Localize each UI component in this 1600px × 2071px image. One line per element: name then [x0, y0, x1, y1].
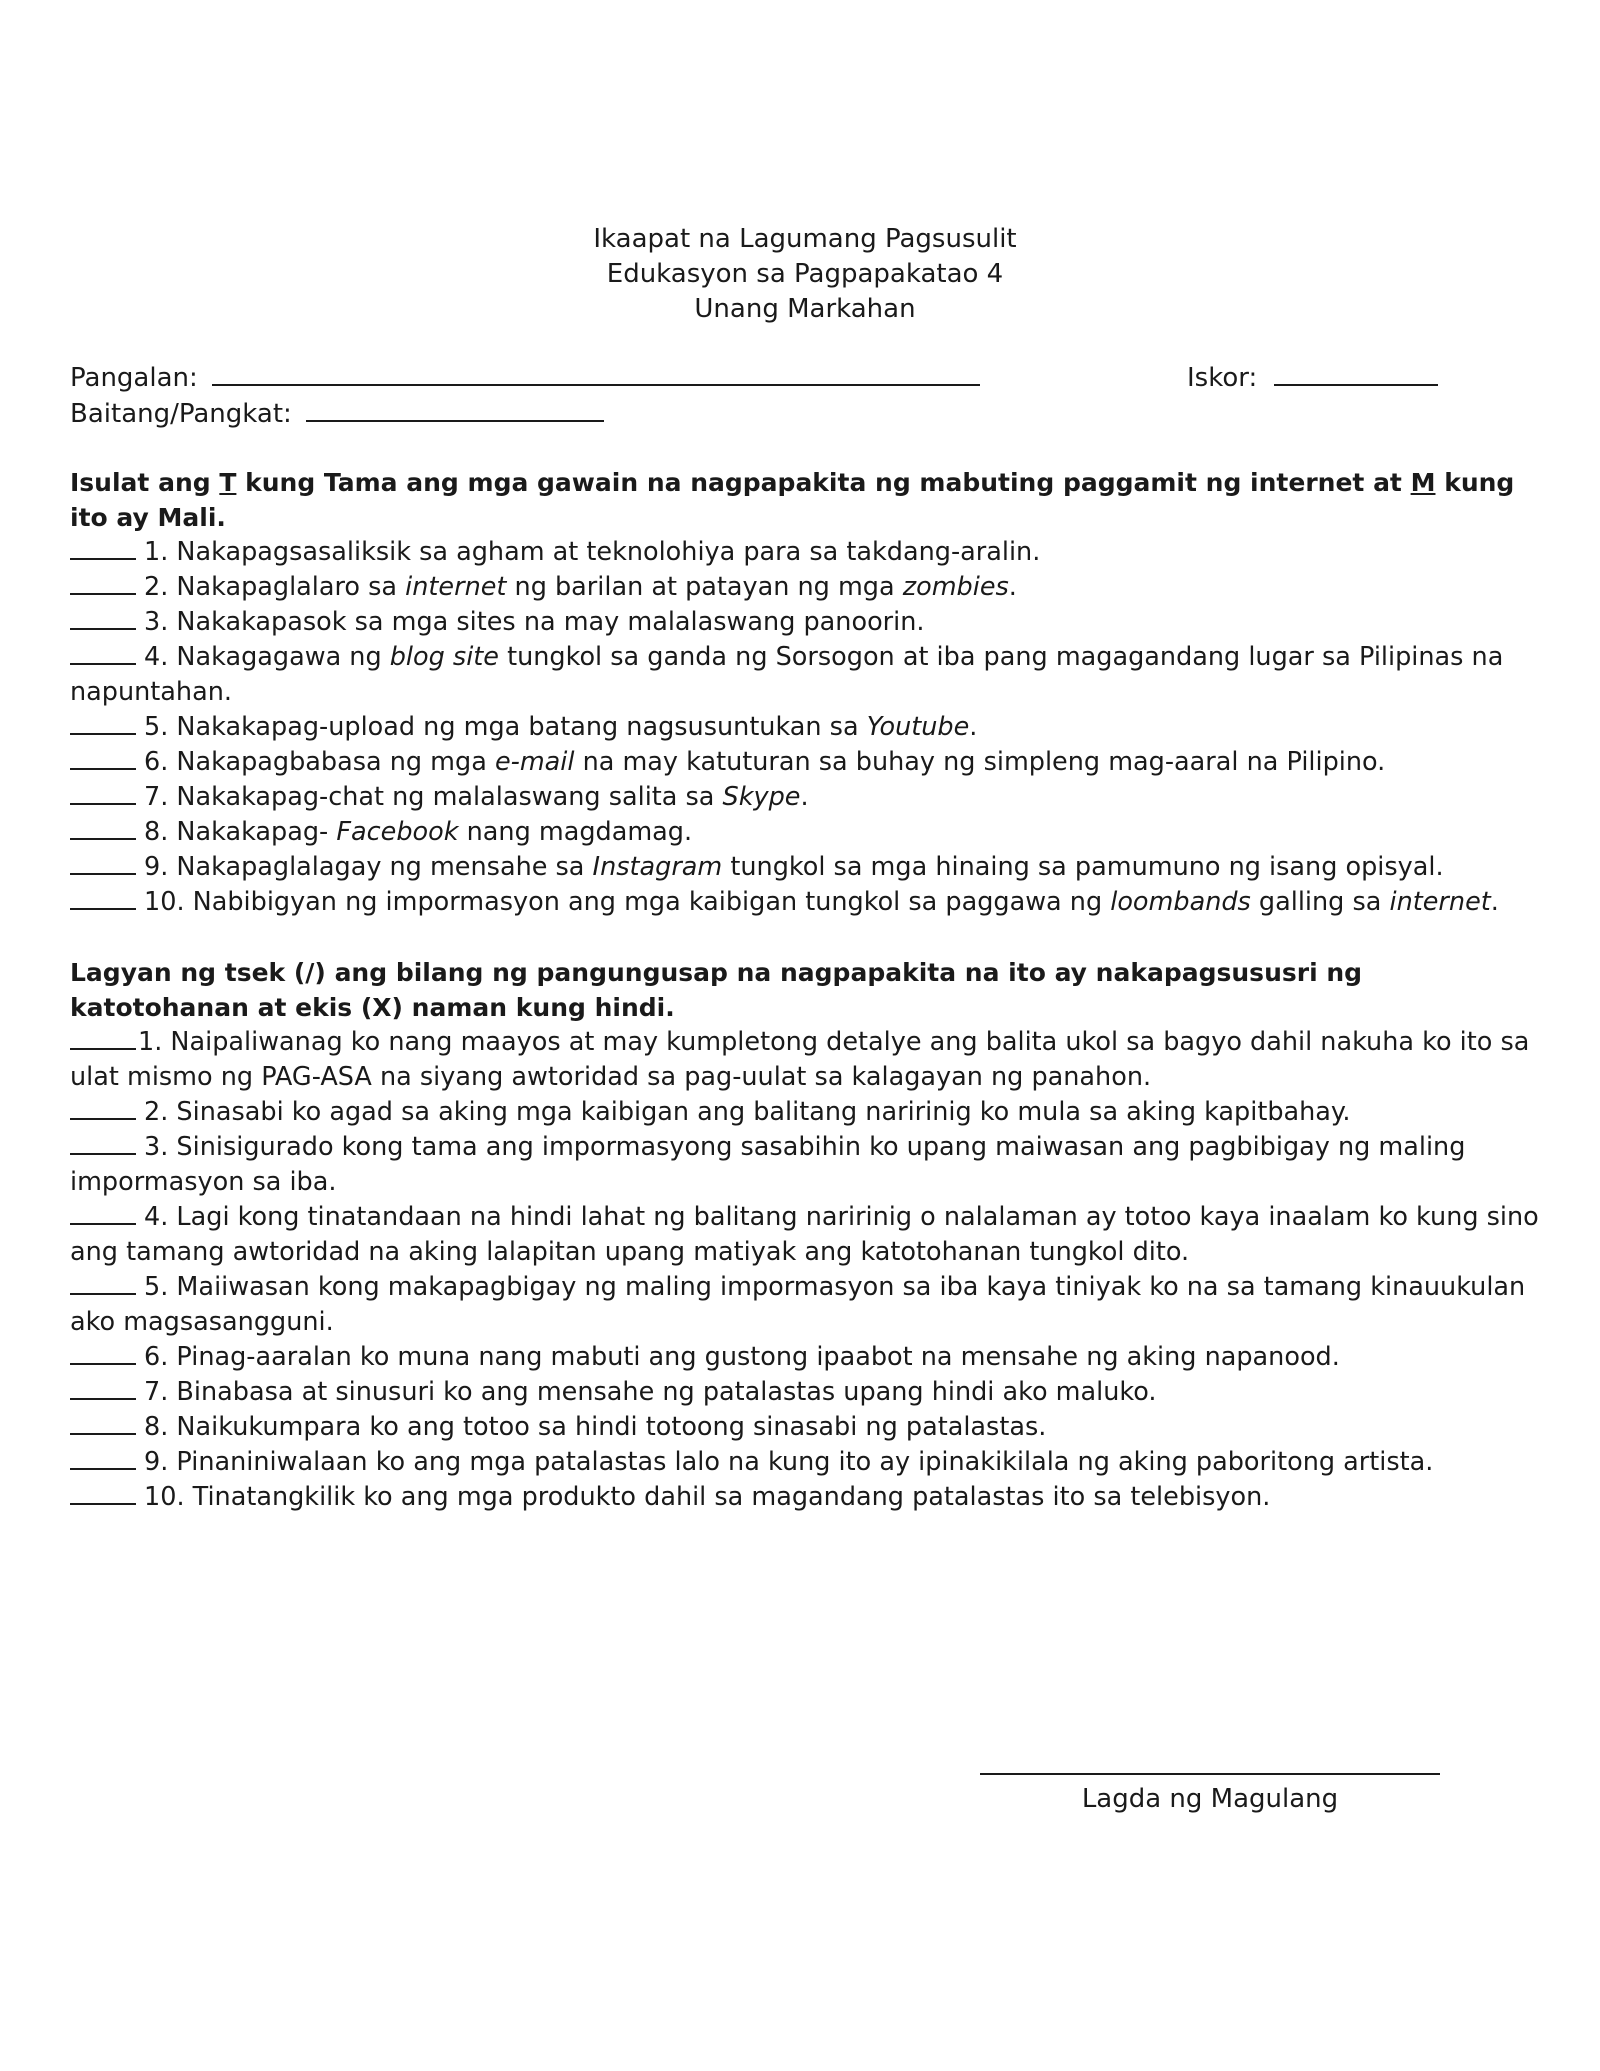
answer-blank[interactable]: [70, 1341, 136, 1365]
list-item: 10. Nabibigyan ng impormasyon ang mga kaibigan tungkol sa paggawa ng loombands galling sa internet.: [70, 885, 1540, 920]
section1-instruction: Isulat ang T kung Tama ang mga gawain na nagpapakita ng mabuting paggamit ng internet at M kung ito ay Mali.: [70, 468, 1515, 532]
list-item: 1. Naipaliwanag ko nang maayos at may kumpletong detalye ang balita ukol sa bagyo dahil nakuha ko ito sa ulat mismo ng PAG-ASA na siyang awtoridad sa pag-uulat sa kalagayan ng panahon.: [70, 1027, 1530, 1092]
answer-blank[interactable]: [70, 1131, 136, 1155]
list-item: 5. Maiiwasan kong makapagbigay ng maling impormasyon sa iba kaya tiniyak ko na sa tamang kinauukulan ako magsasangguni.: [70, 1272, 1526, 1337]
score-label: Iskor:: [1187, 363, 1258, 393]
list-item: 3. Sinisigurado kong tama ang impormasyong sasabihin ko upang maiwasan ang pagbibigay ng maling impormasyon sa iba.: [70, 1132, 1466, 1197]
signature-label: Lagda ng Magulang: [1081, 1784, 1339, 1814]
worksheet-page: [70, 222, 1540, 1515]
answer-blank[interactable]: [70, 1096, 136, 1120]
list-item: 7. Binabasa at sinusuri ko ang mensahe ng patalastas upang hindi ako maluko.: [70, 1375, 1540, 1410]
quarter-title: Unang Markahan: [694, 294, 916, 324]
answer-blank[interactable]: [70, 1271, 136, 1295]
worksheet-header: [70, 222, 1540, 327]
name-field[interactable]: [212, 360, 980, 386]
answer-blank[interactable]: [70, 781, 136, 805]
section-fact-checking: [70, 955, 1540, 1515]
list-item: 3. Nakakapasok sa mga sites na may malalaswang panoorin.: [70, 605, 1540, 640]
list-item: 7. Nakakapag-chat ng malalaswang salita sa Skype.: [70, 780, 1540, 815]
subject-title: Edukasyon sa Pagpapakatao 4: [606, 259, 1004, 289]
list-item: 5. Nakakapag-upload ng mga batang nagsusuntukan sa Youtube.: [70, 710, 1540, 745]
list-item: 2. Nakapaglalaro sa internet ng barilan at patayan ng mga zombies.: [70, 570, 1540, 605]
list-item: 9. Pinaniniwalaan ko ang mga patalastas lalo na kung ito ay ipinakikilala ng aking paboritong artista.: [70, 1445, 1540, 1480]
answer-blank[interactable]: [70, 1376, 136, 1400]
section-internet-use: [70, 465, 1540, 920]
answer-blank[interactable]: [70, 641, 136, 665]
mali-letter: M: [1410, 468, 1436, 497]
grade-row: [70, 396, 604, 432]
list-item: 8. Naikukumpara ko ang totoo sa hindi totoong sinasabi ng patalastas.: [70, 1410, 1540, 1445]
list-item: 9. Nakapaglalagay ng mensahe sa Instagram tungkol sa mga hinaing sa pamumuno ng isang opisyal.: [70, 850, 1540, 885]
list-item: 2. Sinasabi ko agad sa aking mga kaibigan ang balitang naririnig ko mula sa aking kapitbahay.: [70, 1095, 1540, 1130]
grade-field[interactable]: [306, 396, 604, 422]
answer-blank[interactable]: [70, 606, 136, 630]
answer-blank[interactable]: [70, 1446, 136, 1470]
answer-blank[interactable]: [70, 1411, 136, 1435]
grade-label: Baitang/Pangkat:: [70, 399, 292, 429]
signature-line[interactable]: [980, 1771, 1440, 1775]
answer-blank[interactable]: [70, 851, 136, 875]
section2-instruction: Lagyan ng tsek (/) ang bilang ng pangungusap na nagpapakita na ito ay nakapagsususri ng katotohanan at ekis (X) naman kung hindi.: [70, 958, 1363, 1022]
list-item: 8. Nakakapag- Facebook nang magdamag.: [70, 815, 1540, 850]
score-row: [1187, 360, 1438, 396]
answer-blank[interactable]: [70, 746, 136, 770]
answer-blank[interactable]: [70, 1481, 136, 1505]
exam-title: Ikaapat na Lagumang Pagsusulit: [593, 224, 1017, 254]
answer-blank[interactable]: [70, 711, 136, 735]
list-item: 6. Pinag-aaralan ko muna nang mabuti ang gustong ipaabot na mensahe ng aking napanood.: [70, 1340, 1540, 1375]
name-row: [70, 360, 980, 396]
student-info: [70, 360, 1540, 432]
parent-signature: [980, 1771, 1440, 1817]
answer-blank[interactable]: [70, 1201, 136, 1225]
answer-blank[interactable]: [70, 886, 136, 910]
list-item: 10. Tinatangkilik ko ang mga produkto dahil sa magandang patalastas ito sa telebisyon.: [70, 1480, 1540, 1515]
answer-blank[interactable]: [70, 816, 136, 840]
answer-blank[interactable]: [70, 571, 136, 595]
answer-blank[interactable]: [70, 536, 136, 560]
list-item: 6. Nakapagbabasa ng mga e-mail na may katuturan sa buhay ng simpleng mag-aaral na Pilipino.: [70, 745, 1540, 780]
list-item: 1. Nakapagsasaliksik sa agham at teknolohiya para sa takdang-aralin.: [70, 535, 1540, 570]
tama-letter: T: [219, 468, 237, 497]
name-label: Pangalan:: [70, 363, 198, 393]
list-item: 4. Nakagagawa ng blog site tungkol sa ganda ng Sorsogon at iba pang magagandang lugar sa Pilipinas na napuntahan.: [70, 642, 1504, 707]
answer-blank[interactable]: [70, 1026, 136, 1050]
list-item: 4. Lagi kong tinatandaan na hindi lahat ng balitang naririnig o nalalaman ay totoo kaya inaalam ko kung sino ang tamang awtoridad na aking lalapitan upang matiyak ang katotohanan tungkol dito.: [70, 1202, 1539, 1267]
score-field[interactable]: [1274, 360, 1438, 386]
